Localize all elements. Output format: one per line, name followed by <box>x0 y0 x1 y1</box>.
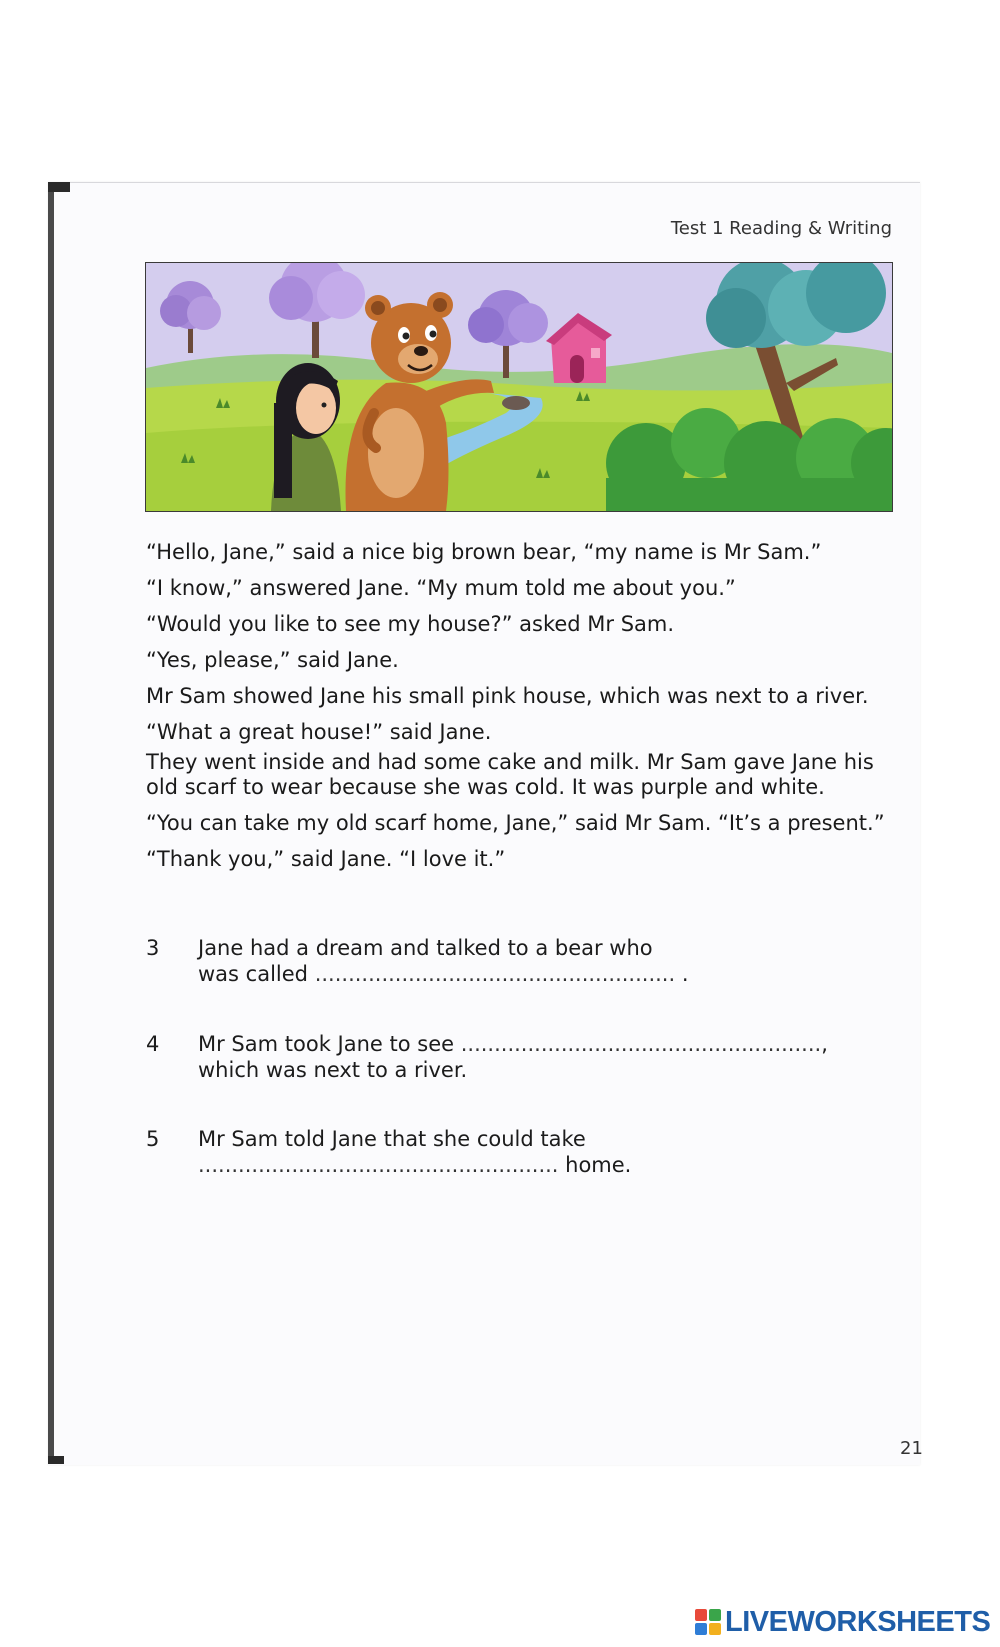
question-text-end: home. <box>558 1153 632 1177</box>
story-text <box>146 540 906 883</box>
question-text: Mr Sam told Jane that she could take <box>198 1127 586 1151</box>
question-number: 4 <box>146 1032 160 1056</box>
story-paragraph: “Thank you,” said Jane. “I love it.” <box>146 847 506 871</box>
story-paragraph: Mr Sam showed Jane his small pink house, which was next to a river. <box>146 684 869 708</box>
question-text-end: , which was next to a river. <box>198 1032 828 1082</box>
page-corner-bottom <box>48 1456 64 1464</box>
question-text: Jane had a dream and talked to a bear who was called <box>198 936 653 986</box>
story-paragraph: “Would you like to see my house?” asked Mr Sam. <box>146 612 675 636</box>
story-paragraph: “I know,” answered Jane. “My mum told me about you.” <box>146 576 736 600</box>
section-label: Test 1 Reading & Writing <box>670 218 892 239</box>
question-text-end: . <box>675 962 689 986</box>
question-5 <box>146 1126 886 1178</box>
question-4 <box>146 1031 886 1083</box>
question-number: 5 <box>146 1127 160 1151</box>
answer-blank[interactable]: ...................................................... <box>198 1153 559 1177</box>
answer-blank[interactable]: ...................................................... <box>460 1032 822 1056</box>
question-number: 3 <box>146 936 160 960</box>
story-paragraph: They went inside and had some cake and milk. Mr Sam gave Jane his old scarf to wear because she was cold. It was purple and white. <box>146 750 874 799</box>
story-paragraph: “Hello, Jane,” said a nice big brown bear, “my name is Mr Sam.” <box>146 540 822 564</box>
story-paragraph: “You can take my old scarf home, Jane,” said Mr Sam. “It’s a present.” <box>146 811 885 835</box>
brand-name: LIVEWORKSHEETS <box>725 1605 991 1638</box>
answer-blank[interactable]: ...................................................... <box>314 962 676 986</box>
page-number: 21 <box>900 1438 923 1459</box>
liveworksheets-logo <box>695 1604 990 1640</box>
question-3 <box>146 935 886 987</box>
bear-and-girl-illustration <box>146 263 892 511</box>
story-illustration <box>145 262 893 512</box>
page-spine <box>48 182 54 1464</box>
page-corner-top <box>48 182 70 192</box>
story-paragraph: “What a great house!” said Jane. <box>146 720 492 744</box>
question-text: Mr Sam took Jane to see <box>198 1032 455 1056</box>
liveworksheets-icon <box>695 1609 721 1635</box>
story-paragraph: “Yes, please,” said Jane. <box>146 648 399 672</box>
